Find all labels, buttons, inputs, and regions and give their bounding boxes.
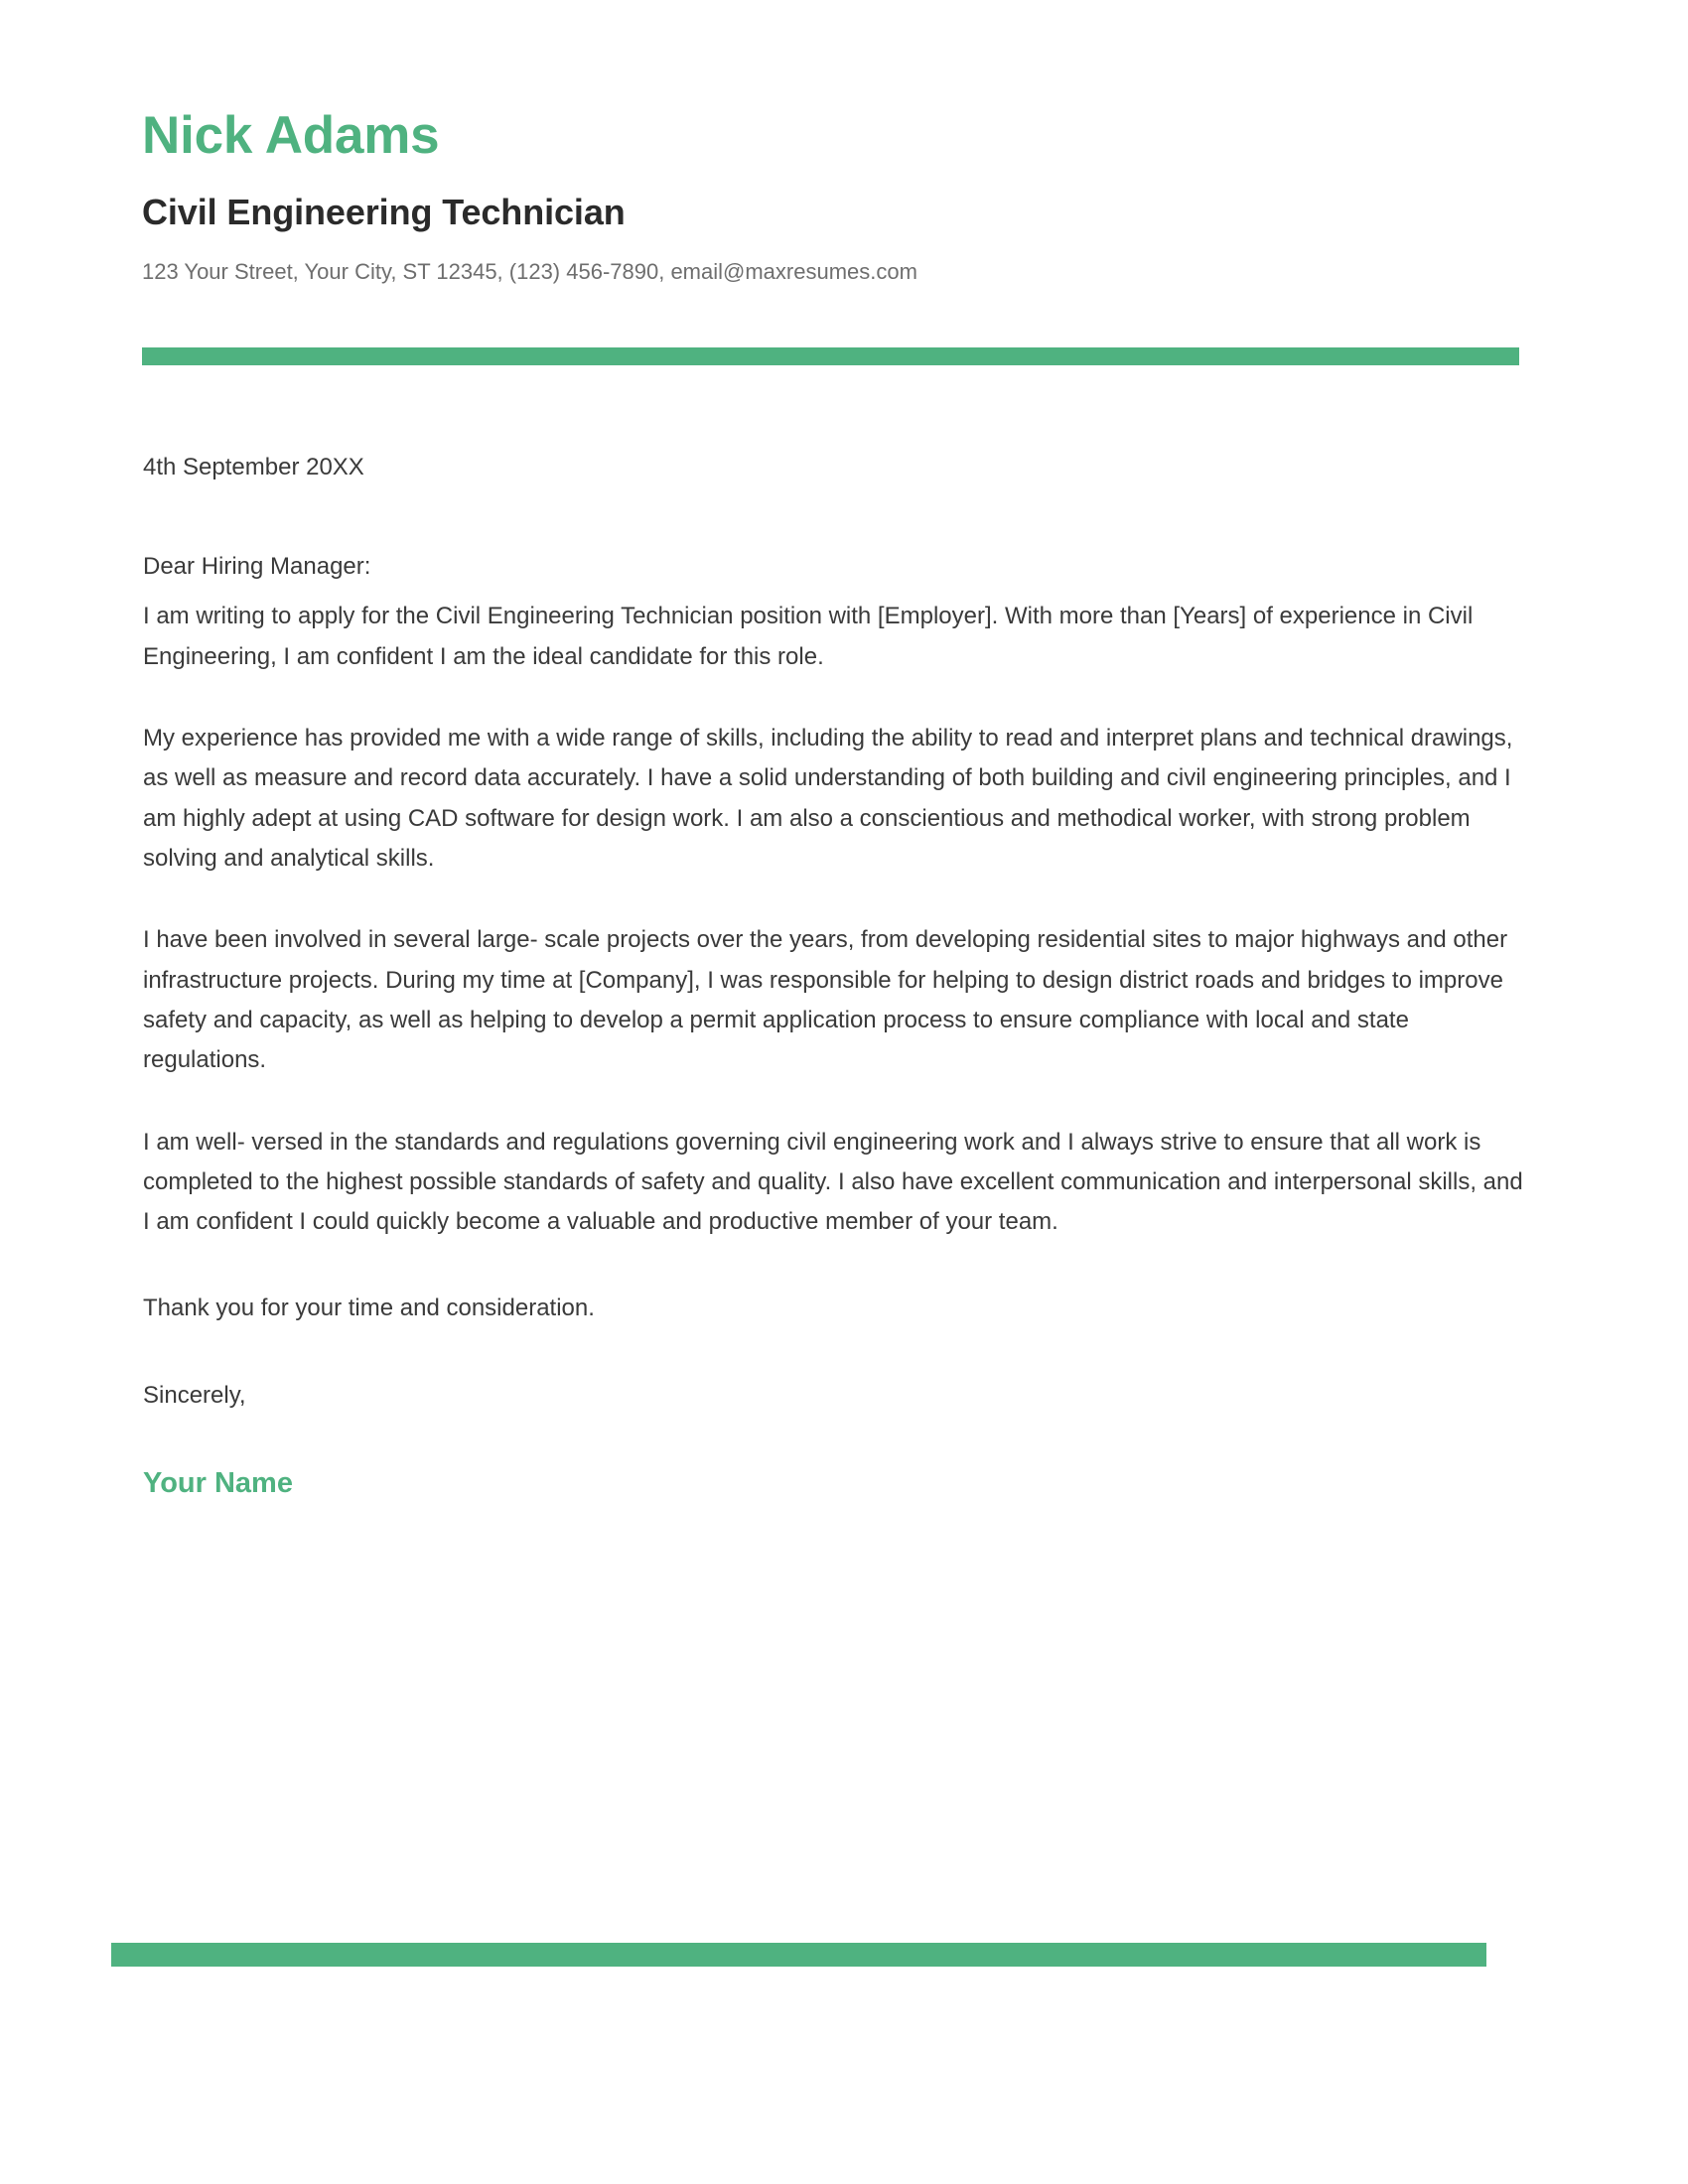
contact-info-line: 123 Your Street, Your City, ST 12345, (123) 456-7890, email@maxresumes.com <box>142 259 917 285</box>
letter-paragraph-3: I have been involved in several large- scale projects over the years, from developing residential sites to major highways and other infrastructure projects. During my time at [Company], I was responsible for helping to design district roads and bridges to improve safety and capacity, as well as helping to develop a permit application process to ensure compliance with local and state regulations. <box>143 926 1508 1074</box>
letter-paragraph-4: I am well- versed in the standards and regulations governing civil engineering work and I always strive to ensure that all work is completed to the highest possible standards of safety and quality. I also have excellent communication and interpersonal skills, and I am confident I could quickly become a valuable and productive member of your team. <box>143 1128 1523 1236</box>
letter-paragraph-2: My experience has provided me with a wide range of skills, including the ability to read and interpret plans and technical drawings, as well as measure and record data accurately. I have a solid understanding of both building and civil engineering principles, and I am highly adept at using CAD software for design work. I am also a conscientious and methodical worker, with strong problem solving and analytical skills. <box>143 725 1513 872</box>
letter-header <box>142 107 1522 288</box>
letter-closing: Thank you for your time and consideration. <box>143 1295 595 1322</box>
letter-date: 4th September 20XX <box>143 454 364 480</box>
letter-body <box>143 449 1523 1503</box>
letter-paragraph-1: I am writing to apply for the Civil Engineering Technician position with [Employer]. With more than [Years] of experience in Civil Engineering, I am confident I am the ideal candidate for this role. <box>143 603 1474 670</box>
header-divider-bar <box>142 347 1519 365</box>
applicant-name: Nick Adams <box>142 106 440 165</box>
signature-name: Your Name <box>143 1466 293 1499</box>
letter-sign-off: Sincerely, <box>143 1381 246 1409</box>
job-title: Civil Engineering Technician <box>142 192 626 233</box>
letter-salutation: Dear Hiring Manager: <box>143 553 371 581</box>
footer-divider-bar <box>111 1943 1486 1967</box>
